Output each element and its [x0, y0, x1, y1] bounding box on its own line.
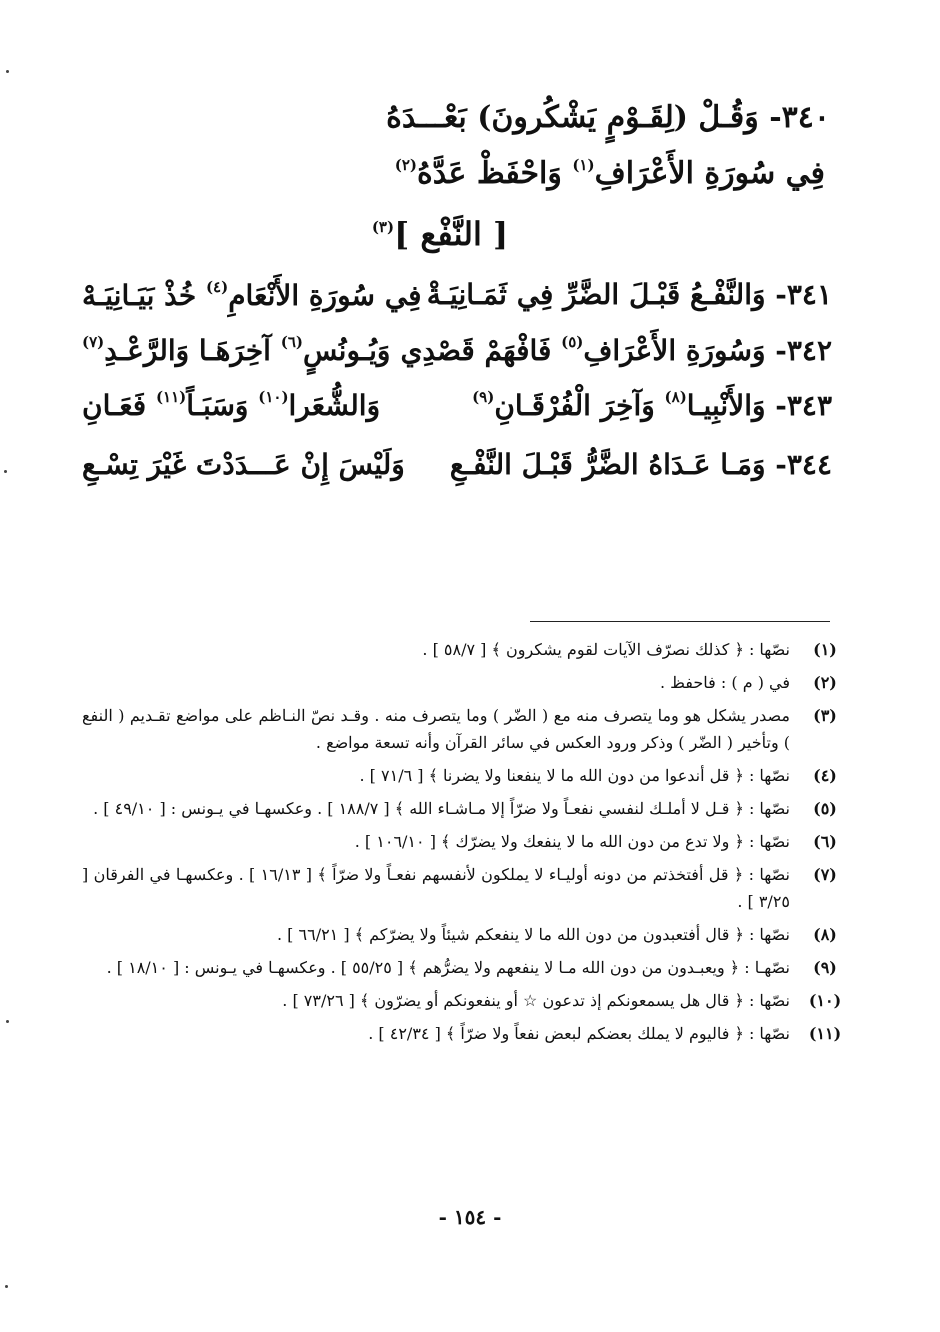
footnote-item	[82, 669, 845, 696]
footnote-text: في ( م ) : فاحفظ .	[659, 673, 790, 692]
footnote-text: مصدر يشكل هو وما يتصرف منه مع ( الضّر ) وما يتصرف منه . وقـد نصّ النـاظم على مواضع تقـديم ( النفع ) وتأخير ( الضّر ) وذكر ورود العكس في سائر القرآن وأنه تسعة مواضع .	[82, 706, 790, 752]
footnote-marker[interactable]: (١٠)	[258, 388, 289, 406]
footnote-item	[82, 861, 845, 915]
footnote-number: (٢)	[813, 673, 837, 692]
verse-text: فَعَـانِ	[82, 389, 156, 422]
verse-text: وَلَيْسَ إِنْ عَـــدَدْتَ غَيْرَ تِسْـعِ	[82, 448, 405, 481]
verse-row-344	[82, 448, 832, 496]
verse-340-line1: ٣٤٠- وَقُـلْ (لِقَـوْمٍ يَشْكُرونَ) بَعْـــدَهُ	[386, 100, 830, 135]
footnote-text: نصّها : ﴿ قل أندعوا من دون الله ما لا ينفعنا ولا يضرنا ﴾ [ ٧١/٦ ] .	[359, 766, 790, 785]
footnotes	[82, 636, 845, 1053]
scan-speck	[6, 70, 9, 73]
footnote-item	[82, 921, 845, 948]
footnote-number: (١)	[813, 640, 837, 659]
footnote-number: (٨)	[813, 925, 837, 944]
footnote-item	[82, 702, 845, 756]
footnote-marker[interactable]: (١١)	[155, 388, 187, 406]
footnote-marker[interactable]: (٣)	[371, 218, 395, 236]
scan-speck	[4, 470, 7, 473]
footnote-number: (١١)	[808, 1024, 842, 1043]
footnote-marker[interactable]: (٨)	[664, 388, 687, 406]
verse-text: فِي سُورَةِ الأَنْعَامِ	[228, 279, 422, 312]
footnote-number: (٥)	[813, 799, 837, 818]
footnote-number: (٤)	[813, 766, 837, 785]
verse-hemistich-right	[472, 388, 832, 422]
verse-text: آخِرَهَـا وَالرَّعْـدِ	[104, 334, 281, 367]
verse-text: وَآخِرَ الْفُرْقَـانِ	[494, 389, 665, 422]
footnote-item	[82, 795, 845, 822]
verse-text: فَافْهَمْ قَصْدِي	[400, 334, 562, 367]
verse-340	[110, 100, 830, 191]
scan-speck	[5, 1285, 8, 1288]
verse-text: وَاحْفَظْ عَدَّهُ	[417, 156, 573, 191]
footnote-number: (٣)	[813, 706, 837, 725]
footnote-text: نصّها : ﴿ فاليوم لا يملك بعضكم لبعض نفعاً ولا ضرّاً ﴾ [ ٤٢/٣٤ ] .	[368, 1024, 790, 1043]
footnote-marker[interactable]: (٥)	[561, 333, 584, 351]
section-title-text: [ النَّفْع ]	[394, 215, 509, 253]
section-title	[0, 215, 940, 253]
verse-hemistich-right	[401, 333, 833, 367]
verse-row-343	[82, 388, 832, 436]
footnote-marker[interactable]: (٤)	[205, 278, 229, 296]
verse-text: فِي سُورَةِ الأَعْرَافِ	[594, 156, 825, 191]
verse-hemistich-left	[82, 278, 421, 312]
footnote-number: (٦)	[813, 832, 837, 851]
verse-row-342	[82, 333, 832, 381]
scan-speck	[6, 1020, 9, 1023]
verse-340-line2	[395, 156, 825, 191]
verse-text: ٣٤١- وَالنَّفْـعُ قَبْـلَ الضَّرِّ فِي ثَمَـانِيَـةْ	[426, 278, 832, 311]
footnote-number: (٩)	[813, 958, 837, 977]
footnote-text: نصّها : ﴿ ولا تدع من دون الله ما لا ينفعك ولا يضرّك ﴾ [ ١٠٦/١٠ ] .	[354, 832, 790, 851]
footnote-item	[82, 828, 845, 855]
verse-text: وَالشُّعَرا	[288, 389, 381, 422]
footnote-marker[interactable]: (٧)	[82, 333, 105, 351]
footnote-text: نصّها : ﴿ قل أفتخذتم من دونه أوليـاء لا يملكون لأنفسهم نفعـاً ولا ضرّاً ﴾ [ ١٦/١٣ ] . وعكسهـا في الفرقان [ ٣/٢٥ ] .	[82, 865, 790, 911]
footnote-item	[82, 954, 845, 981]
verse-hemistich-left	[82, 333, 390, 367]
footnote-number: (٧)	[813, 865, 837, 884]
verse-hemistich-right	[427, 278, 832, 311]
verse-hemistich-right	[450, 448, 832, 481]
footnote-text: نصّها : ﴿ قال أفتعبدون من دون الله ما لا ينفعكم شيئاً ولا يضرّكم ﴾ [ ٦٦/٢١ ] .	[277, 925, 790, 944]
verse-text: وَسَبَـاً	[186, 389, 259, 422]
page-number: - ١٥٤ -	[438, 1205, 502, 1229]
footnote-text: نصّها : ﴿ قـل لا أملـك لنفسي نفعـاً ولا ضرّاً إلا مـاشـاء الله ﴾ [ ١٨٨/٧ ] . وعكسهـا في يـونس : [ ٤٩/١٠ ] .	[93, 799, 790, 818]
verse-text: خُذْ بَيَـانِيَـهْ	[82, 279, 206, 312]
verse-text: ٣٤٣- وَالأَنْبِيـا	[686, 389, 832, 422]
footnote-marker[interactable]: (١)	[572, 156, 595, 174]
footnote-item	[82, 762, 845, 789]
footnote-text: نصّهـا : ﴿ ويعبـدون من دون الله مـا لا ينفعهم ولا يضرُّهم ﴾ [ ٥٥/٢٥ ] . وعكسهـا في يـونس : [ ١٨/١٠ ] .	[106, 958, 790, 977]
verse-text: ٣٤٤- وَمَـا عَـدَاهُ الضَّرُّ قَبْـلَ النَّفْـعِ	[449, 448, 832, 481]
footnote-text: نصّها : ﴿ كذلك نصرّف الآيات لقوم يشكرون ﴾ [ ٥٨/٧ ] .	[422, 640, 790, 659]
footnote-item	[82, 636, 845, 663]
footnote-number: (١٠)	[808, 991, 842, 1010]
footnote-item	[82, 1020, 845, 1047]
verse-text: ٣٤٢- وَسُورَةِ الأَعْرَافِ	[583, 334, 832, 367]
footnote-marker[interactable]: (٦)	[280, 333, 303, 351]
verse-text: وَيُـونُسٍ	[302, 334, 391, 367]
footnote-separator	[530, 621, 830, 622]
footnote-marker[interactable]: (٢)	[394, 156, 418, 174]
footnote-marker[interactable]: (٩)	[472, 388, 495, 406]
verse-row-341	[82, 278, 832, 326]
verse-hemistich-left	[82, 388, 380, 422]
footnote-text: نصّها : ﴿ قال هل يسمعونكم إذ تدعون ☆ أو ينفعونكم أو يضرّون ﴾ [ ٧٣/٢٦ ] .	[282, 991, 790, 1010]
verse-hemistich-left	[82, 448, 405, 481]
footnote-item	[82, 987, 845, 1014]
